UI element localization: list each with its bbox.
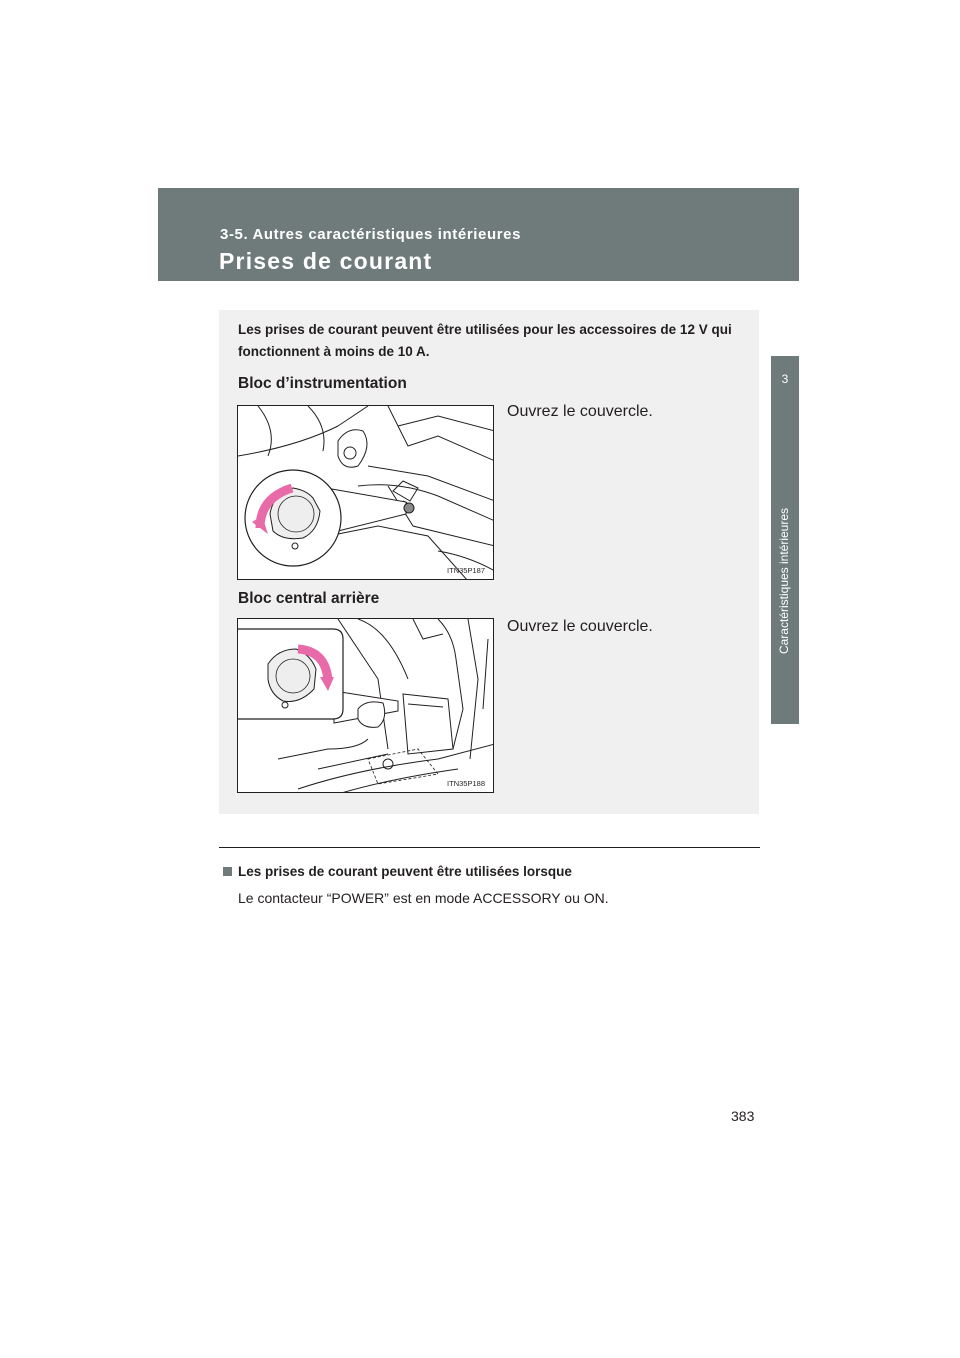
illustration-instrument-panel — [238, 406, 494, 580]
chapter-header — [158, 188, 799, 281]
intro-text: Les prises de courant peuvent être utilisées pour les accessoires de 12 V qui fonctionnent à moins de 10 A. — [238, 322, 732, 359]
illustration-rear-console — [238, 619, 494, 793]
chapter-label: Caractéristiques intérieures — [777, 507, 791, 655]
note-text: Le contacteur “POWER” est en mode ACCESSORY ou ON. — [238, 890, 609, 906]
figure-rear-console — [237, 618, 494, 793]
content-box — [219, 310, 759, 814]
section-label: 3-5. Autres caractéristiques intérieures — [220, 226, 522, 243]
chapter-side-tab[interactable] — [771, 356, 799, 724]
note-title-text: Les prises de courant peuvent être utilisées lorsque — [238, 864, 572, 879]
chapter-number: 3 — [781, 372, 789, 386]
heading-instrument-panel: Bloc d’instrumentation — [238, 375, 407, 392]
divider — [219, 847, 760, 848]
figure-code: ITN35P188 — [447, 779, 485, 788]
instruction-rear-console: Ouvrez le couvercle. — [507, 618, 653, 635]
heading-rear-console: Bloc central arrière — [238, 590, 380, 607]
page-title: Prises de courant — [219, 248, 433, 274]
instruction-instrument-panel: Ouvrez le couvercle. — [507, 403, 653, 420]
figure-code: ITN35P187 — [447, 566, 485, 575]
figure-instrument-panel — [237, 405, 494, 580]
page-number: 383 — [731, 1108, 755, 1124]
note-title — [223, 864, 572, 879]
bullet-square-icon — [223, 867, 232, 876]
